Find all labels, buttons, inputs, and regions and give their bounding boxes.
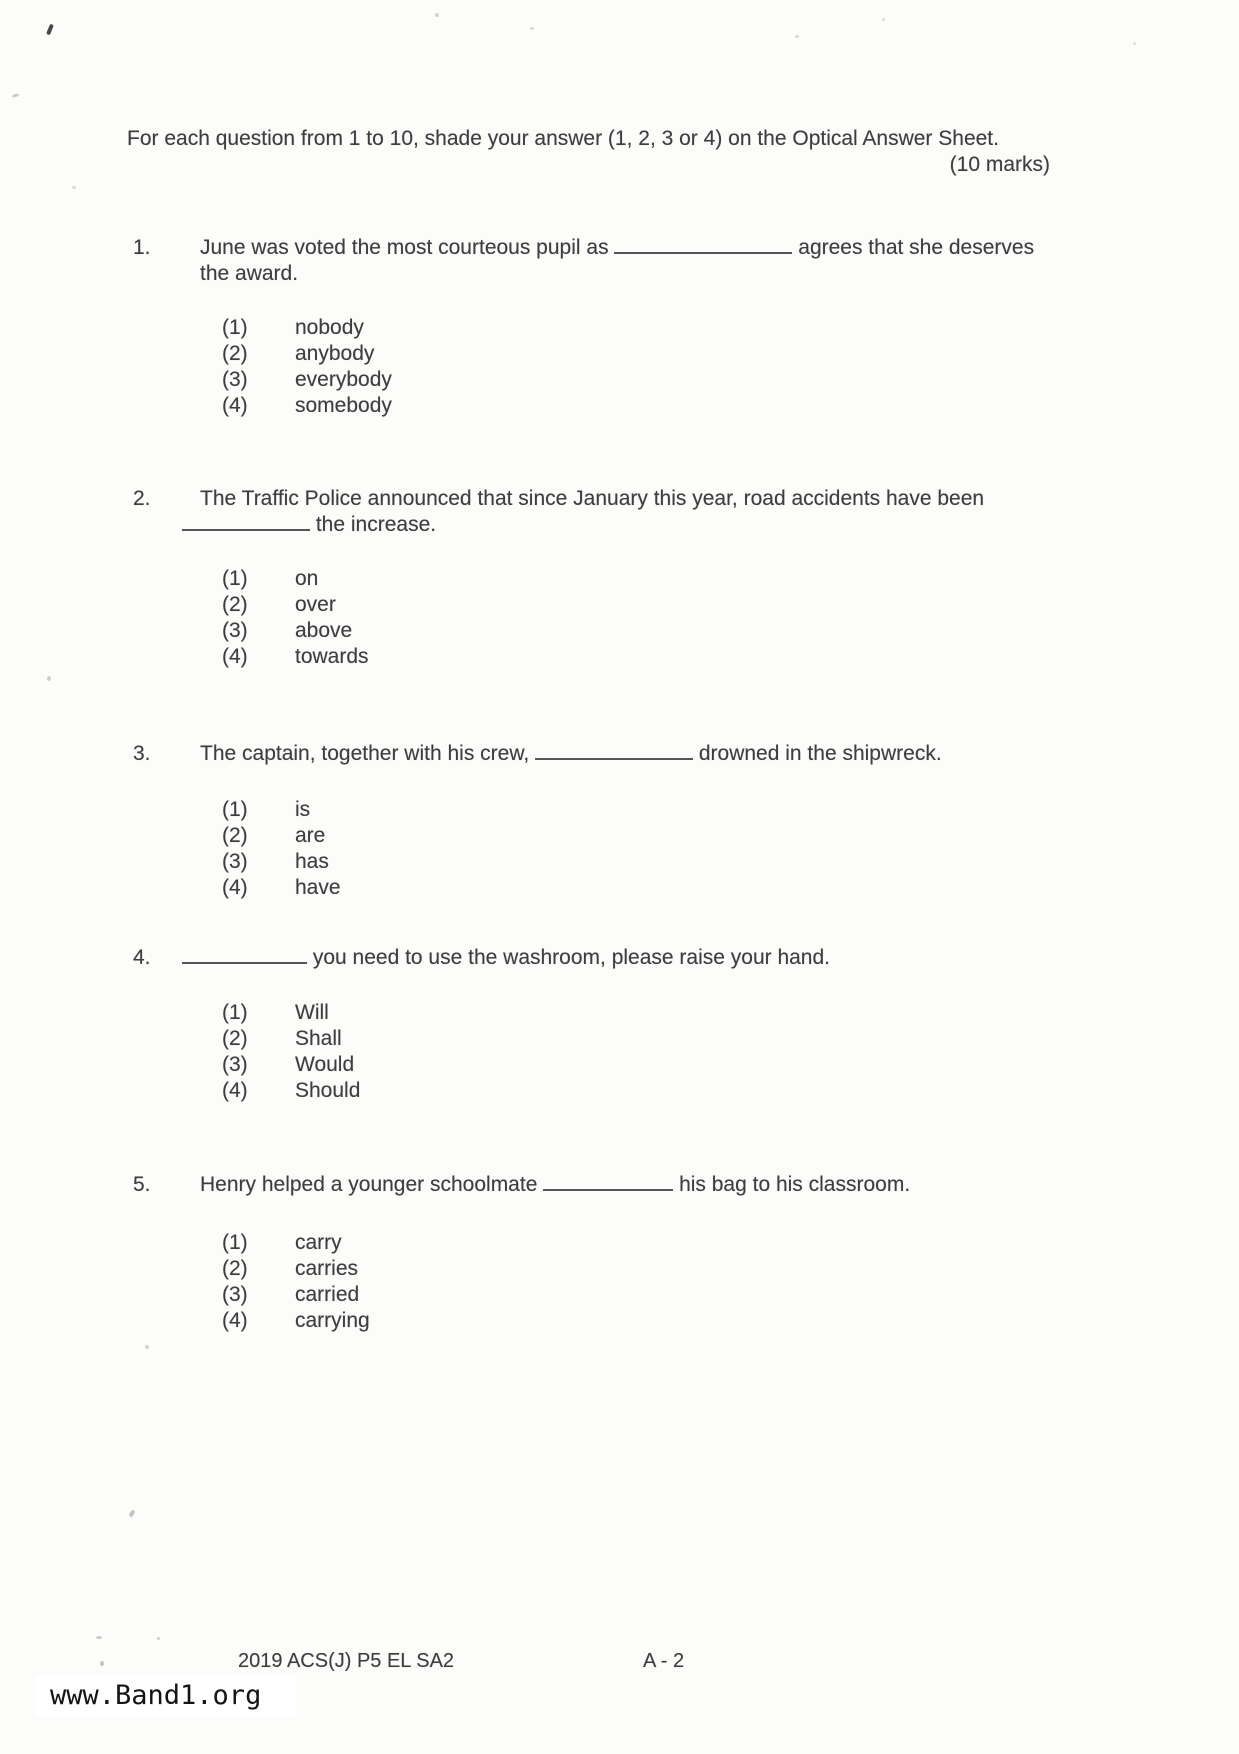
question-3-text-pre: The captain, together with his crew,	[200, 742, 530, 765]
option-number: (1)	[222, 316, 248, 339]
option-row	[222, 1026, 1093, 1052]
question-3-text	[200, 741, 1093, 767]
question-1-text-pre: June was voted the most courteous pupil as	[200, 236, 609, 259]
option-label: is	[295, 798, 311, 821]
question-2-text-post: the increase.	[315, 513, 437, 536]
scan-speck	[12, 93, 20, 98]
question-2-text	[200, 486, 1093, 538]
question-4	[133, 945, 1093, 1104]
option-label: above	[295, 619, 353, 642]
option-label: on	[295, 567, 319, 590]
question-4-answer-blank	[182, 947, 307, 964]
question-5-text	[200, 1172, 1093, 1198]
option-row	[222, 644, 1093, 670]
option-row	[222, 823, 1093, 849]
option-label: have	[295, 876, 341, 899]
option-row	[222, 367, 1093, 393]
scan-speck	[96, 1636, 102, 1639]
option-row	[222, 1230, 1093, 1256]
option-row	[222, 1052, 1093, 1078]
option-label: towards	[295, 645, 369, 668]
question-5	[133, 1172, 1093, 1334]
option-row	[222, 341, 1093, 367]
option-number: (1)	[222, 1001, 248, 1024]
scan-speck	[435, 13, 439, 17]
question-5-answer-blank	[543, 1174, 673, 1191]
option-label: carrying	[295, 1309, 370, 1332]
option-number: (1)	[222, 798, 248, 821]
scan-speck	[157, 1637, 160, 1640]
question-5-text-post: his bag to his classroom.	[679, 1173, 911, 1196]
question-3-answer-blank	[535, 743, 693, 760]
question-1	[133, 235, 1093, 419]
scan-speck	[100, 1661, 104, 1666]
question-2-answer-blank	[182, 514, 310, 531]
option-label: are	[295, 824, 326, 847]
option-number: (4)	[222, 1309, 248, 1332]
option-number: (3)	[222, 619, 248, 642]
option-number: (2)	[222, 1027, 248, 1050]
option-number: (3)	[222, 1053, 248, 1076]
question-1-text-post: agrees that she deserves	[798, 236, 1035, 259]
question-3-options	[222, 797, 1093, 901]
option-row	[222, 875, 1093, 901]
option-label: everybody	[295, 368, 392, 391]
option-row	[222, 566, 1093, 592]
option-number: (3)	[222, 850, 248, 873]
question-1-answer-blank	[614, 237, 792, 254]
question-4-text-post: you need to use the washroom, please raise your hand.	[312, 946, 830, 969]
option-number: (4)	[222, 645, 248, 668]
option-number: (4)	[222, 876, 248, 899]
option-label: Shall	[295, 1027, 342, 1050]
section-instruction: For each question from 1 to 10, shade your answer (1, 2, 3 or 4) on the Optical Answer Sheet.	[127, 127, 999, 150]
scan-speck	[882, 18, 885, 21]
option-label: nobody	[295, 316, 364, 339]
footer-page-number: A - 2	[643, 1650, 685, 1672]
option-number: (1)	[222, 567, 248, 590]
option-row	[222, 1256, 1093, 1282]
scan-speck	[145, 1345, 149, 1349]
scan-speck	[530, 27, 534, 30]
question-2-number: 2.	[133, 487, 151, 510]
option-row	[222, 393, 1093, 419]
question-4-options	[222, 1000, 1093, 1104]
option-label: somebody	[295, 394, 392, 417]
scan-speck	[1133, 42, 1136, 45]
option-number: (4)	[222, 394, 248, 417]
option-row	[222, 1000, 1093, 1026]
question-1-text	[200, 235, 1093, 287]
question-3	[133, 741, 1093, 901]
option-label: anybody	[295, 342, 375, 365]
option-label: carried	[295, 1283, 360, 1306]
question-3-number: 3.	[133, 742, 151, 765]
option-row	[222, 1078, 1093, 1104]
question-4-number: 4.	[133, 946, 151, 969]
scan-speck	[47, 676, 51, 681]
question-4-text	[200, 945, 1093, 971]
question-2-text-line1: The Traffic Police announced that since January this year, road accidents have been	[200, 487, 985, 510]
question-5-text-pre: Henry helped a younger schoolmate	[200, 1173, 538, 1196]
option-number: (3)	[222, 1283, 248, 1306]
scan-speck	[72, 186, 76, 189]
option-row	[222, 1308, 1093, 1334]
option-number: (2)	[222, 824, 248, 847]
option-number: (2)	[222, 1257, 248, 1280]
section-marks: (10 marks)	[949, 153, 1050, 176]
option-label: carries	[295, 1257, 359, 1280]
option-row	[222, 592, 1093, 618]
scan-speck	[129, 1509, 136, 1517]
option-number: (3)	[222, 368, 248, 391]
option-row	[222, 849, 1093, 875]
option-label: has	[295, 850, 329, 873]
question-1-text-cont: the award.	[200, 262, 299, 285]
option-label: carry	[295, 1231, 342, 1254]
scan-speck	[795, 35, 799, 38]
option-number: (2)	[222, 342, 248, 365]
option-label: Will	[295, 1001, 329, 1024]
question-5-options	[222, 1230, 1093, 1334]
option-row	[222, 618, 1093, 644]
option-row	[222, 797, 1093, 823]
option-number: (4)	[222, 1079, 248, 1102]
question-2-options	[222, 566, 1093, 670]
option-row	[222, 315, 1093, 341]
watermark-url: www.Band1.org	[36, 1676, 296, 1716]
scan-speck	[46, 24, 54, 36]
option-number: (2)	[222, 593, 248, 616]
option-row	[222, 1282, 1093, 1308]
option-label: Would	[295, 1053, 355, 1076]
option-number: (1)	[222, 1231, 248, 1254]
option-label: Should	[295, 1079, 361, 1102]
question-5-number: 5.	[133, 1173, 151, 1196]
question-1-options	[222, 315, 1093, 419]
option-label: over	[295, 593, 336, 616]
question-2	[133, 486, 1093, 670]
question-3-text-post: drowned in the shipwreck.	[698, 742, 942, 765]
question-1-number: 1.	[133, 236, 151, 259]
footer-document-code: 2019 ACS(J) P5 EL SA2	[238, 1650, 455, 1672]
